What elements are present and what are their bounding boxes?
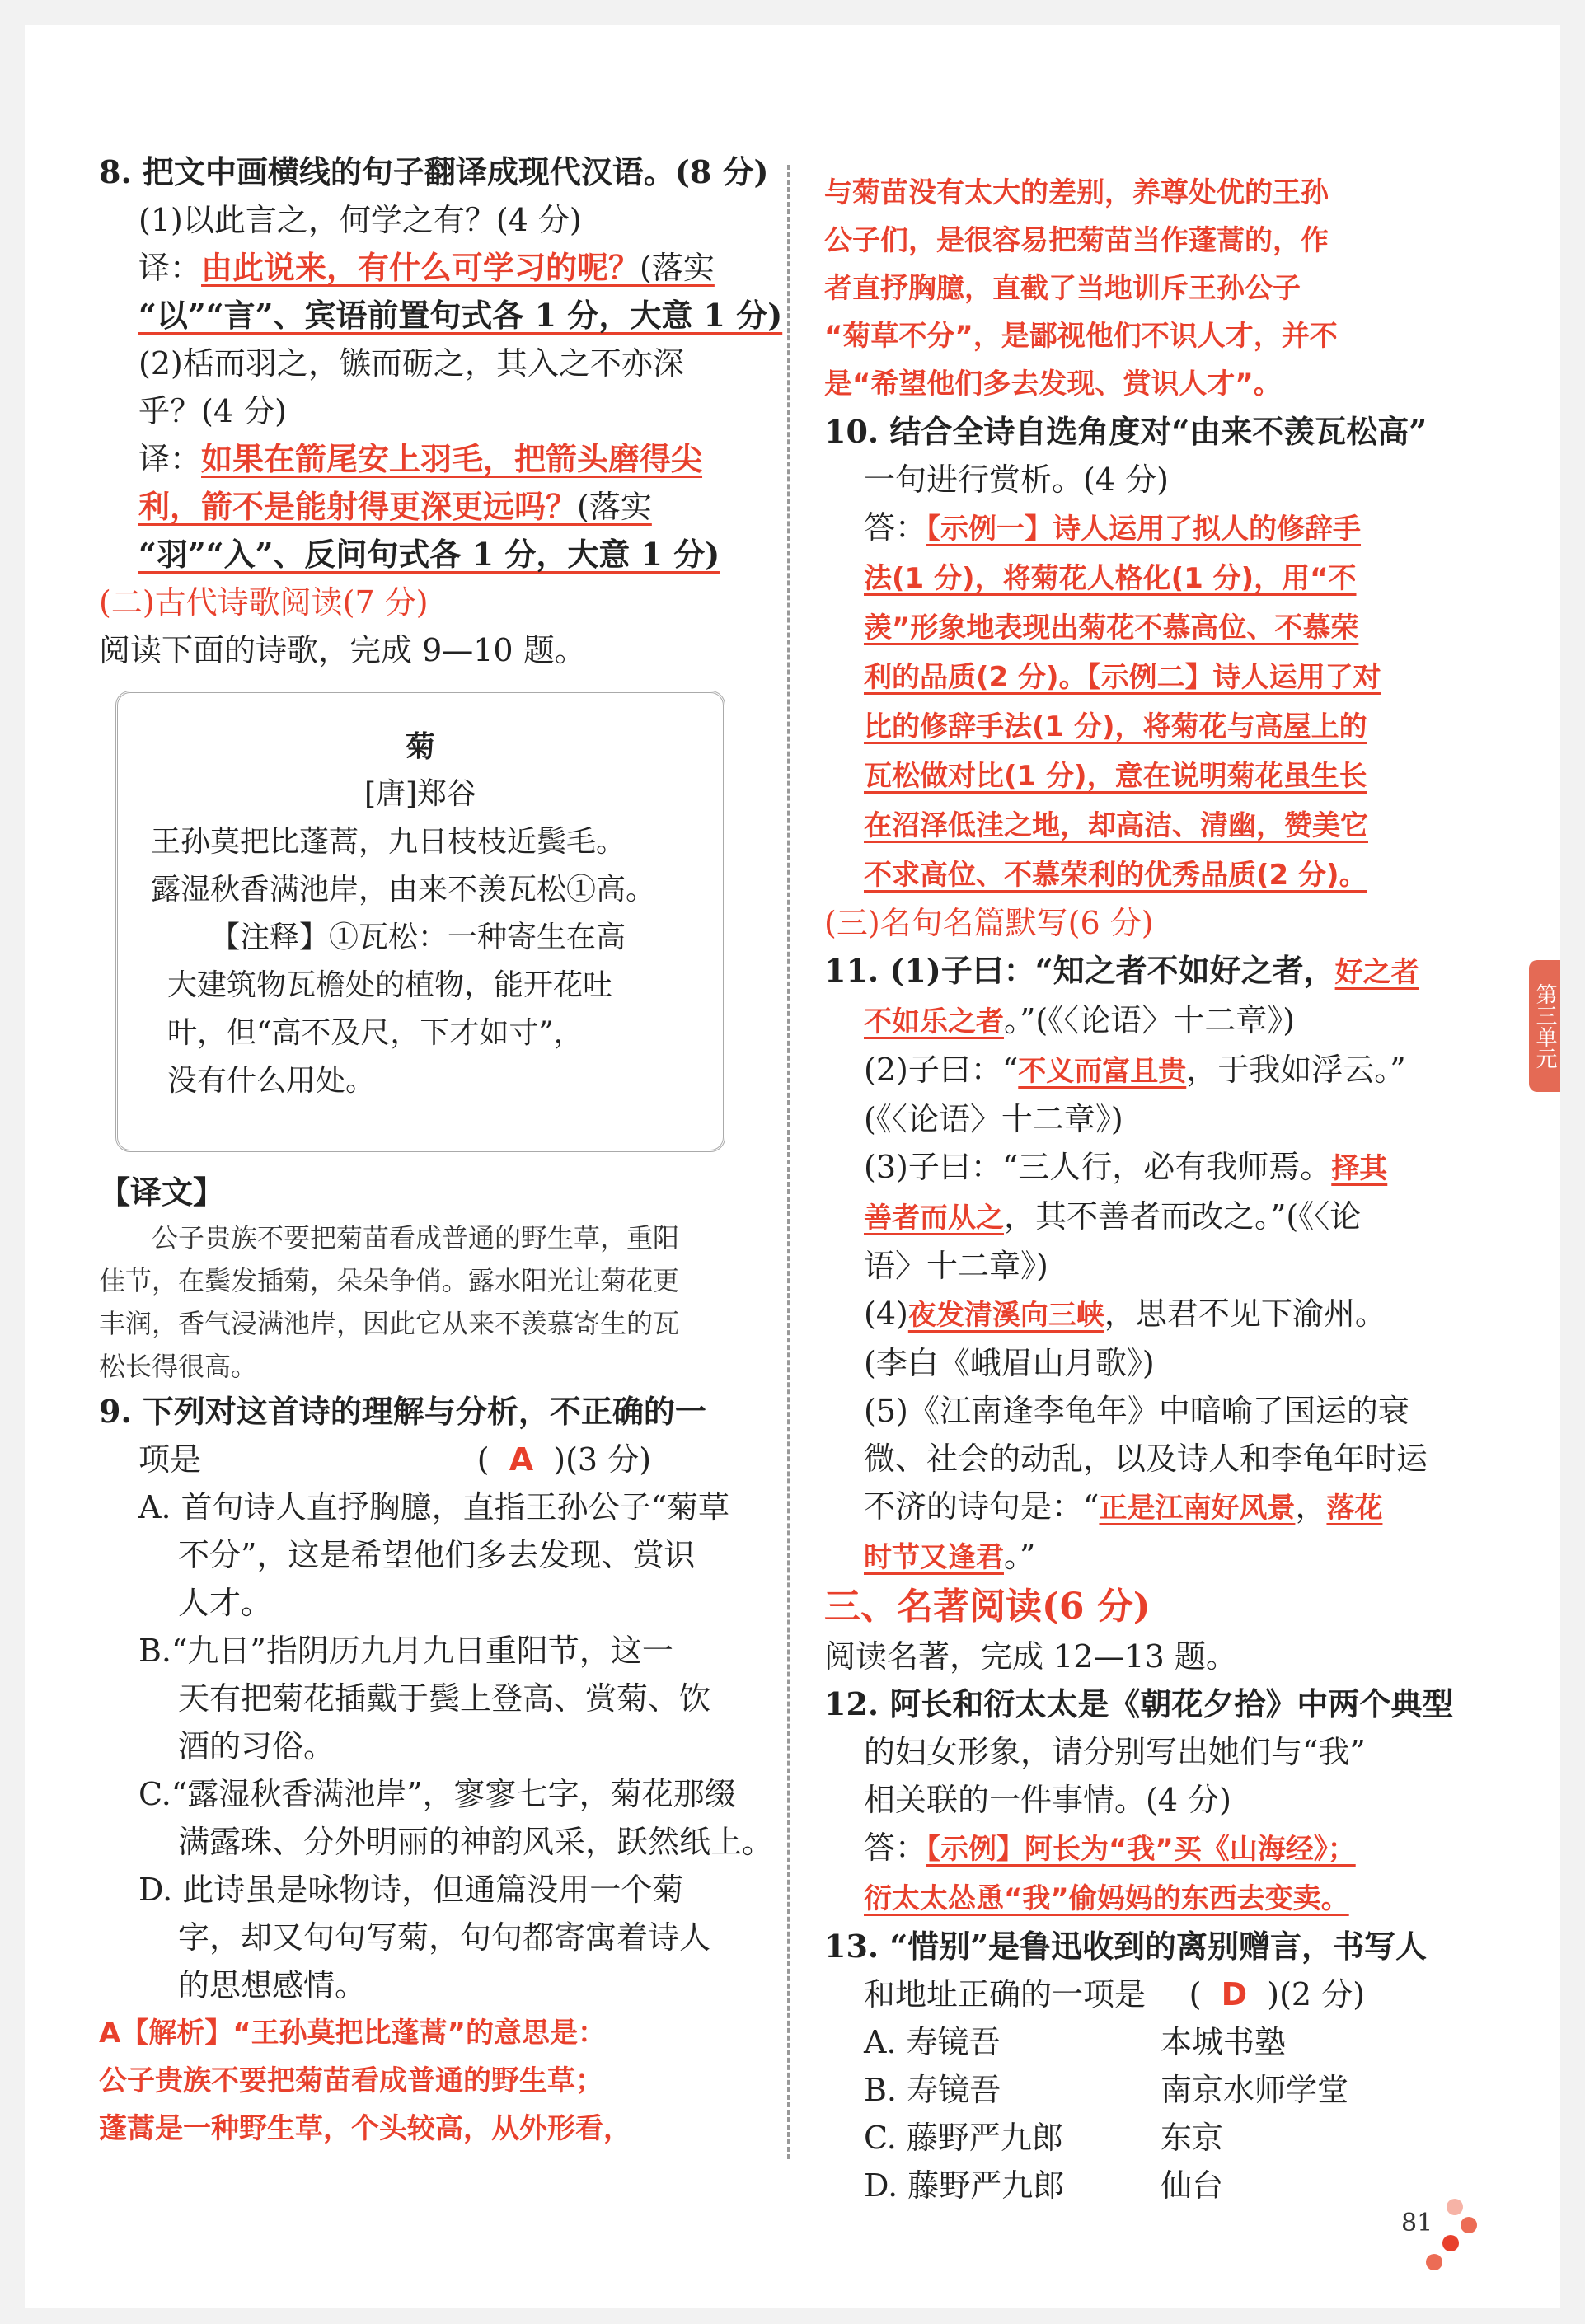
q8-part2-answer-line1: 译：如果在箭尾安上羽毛，把箭头磨得尖: [138, 441, 703, 477]
poem-note-4: 没有什么用处。: [167, 1064, 376, 1098]
hexagon-decoration-icon: [1442, 2235, 1459, 2251]
q9-analysis-1: A【解析】“王孙莫把比蓬蒿”的意思是：: [99, 2017, 607, 2050]
q9-option-a-1: A. 首句诗人直抒胸臆，直指王孙公子“菊草: [138, 1489, 730, 1525]
q12-stem-3: 相关联的一件事情。(4 分): [864, 1782, 1231, 1818]
q9-answer: A: [509, 1441, 534, 1478]
q13-option-d: D. 藤野严九郎 仙台: [864, 2167, 1224, 2204]
poem-note-2: 大建筑物瓦檐处的植物，能开花吐: [167, 968, 613, 1002]
q11-part5-line2: 微、社会的动乱，以及诗人和李龟年时运: [864, 1441, 1428, 1477]
q9-analysis-6: 者直抒胸臆，直截了当地训斥王孙公子: [824, 272, 1301, 305]
q9-analysis-7: “菊草不分”，是鄙视他们不识人才，并不: [824, 320, 1338, 353]
q13-stem-1: 13. “惜别”是鲁迅收到的离别赠言，书写人: [824, 1928, 1428, 1965]
q11-part5-line1: (5)《江南逢李龟年》中暗喻了国运的衰: [864, 1393, 1409, 1429]
q11-part2-line2: (《〈论语〉十二章》): [864, 1101, 1123, 1137]
right-column: [824, 169, 1475, 2209]
q9-analysis-3: 蓬蒿是一种野生草，个头较高，从外形看，: [99, 2112, 631, 2145]
q12-stem-1: 12. 阿长和衍太太是《朝花夕拾》中两个典型: [824, 1685, 1454, 1722]
q9-option-b-3: 酒的习俗。: [178, 1728, 335, 1764]
q9-option-d-3: 的思想感情。: [178, 1967, 367, 2003]
q8-part1-note: “以”“言”、宾语前置句式各 1 分，大意 1 分): [138, 297, 783, 334]
q10-answer-2: 法(1 分)，将菊花人格化(1 分)，用“不: [864, 562, 1357, 595]
q11-part5-line3: 不济的诗句是：“正是江南好风景，落花: [864, 1488, 1383, 1525]
q10-answer-3: 羡”形象地表现出菊花不慕高位、不慕荣: [864, 611, 1359, 644]
translation-line-4: 松长得很高。: [99, 1351, 258, 1382]
q8-part2-line1: (2)栝而羽之，镞而砺之，其入之不亦深: [138, 345, 684, 382]
q13-option-c: C. 藤野严九郎 东京: [864, 2120, 1224, 2156]
poem-note-3: 叶，但“高不及尺，下才如寸”，: [167, 1016, 584, 1050]
q9-option-c-2: 满露珠、分外明丽的神韵风采，跃然纸上。: [178, 1824, 774, 1860]
q10-answer-4: 利的品质(2 分)。【示例二】诗人运用了对: [864, 661, 1381, 694]
q11-part4-line2: (李白《峨眉山月歌》): [864, 1345, 1155, 1381]
q9-option-d-1: D. 此诗虽是咏物诗，但通篇没用一个菊: [138, 1872, 684, 1908]
hexagon-decoration-icon: [1426, 2254, 1442, 2270]
section-heading-poetry: (二)古代诗歌阅读(7 分): [99, 584, 429, 621]
q13-answer: D: [1221, 1976, 1248, 2012]
translation-line-2: 佳节，在鬓发插菊，朵朵争俏。露水阳光让菊花更: [99, 1265, 680, 1296]
q10-answer-5: 比的修辞手法(1 分)，将菊花与高屋上的: [864, 710, 1367, 743]
q11-part3-line2: 善者而从之，其不善者而改之。”(《〈论: [864, 1198, 1362, 1235]
q9-option-d-2: 字，却又句句写菊，句句都寄寓着诗人: [178, 1919, 711, 1956]
q10-stem-2: 一句进行赏析。(4 分): [864, 462, 1169, 498]
page-number: 81: [1401, 2209, 1433, 2237]
poem-box: [115, 691, 725, 1152]
q9-option-b-1: B.“九日”指阴历九月九日重阳节，这一: [138, 1633, 673, 1669]
q9-option-b-2: 天有把菊花插戴于鬓上登高、赏菊、饮: [178, 1680, 711, 1717]
translation-line-1: 公子贵族不要把菊苗看成普通的野生草，重阳: [152, 1222, 680, 1253]
hexagon-decoration-icon: [1447, 2199, 1463, 2215]
q12-answer-1: 答：【示例】阿长为“我”买《山海经》；: [864, 1830, 1356, 1866]
left-column: [99, 148, 783, 2153]
q8-part2-line2: 乎？(4 分): [138, 393, 287, 429]
q9-option-c-1: C.“露湿秋香满池岸”，寥寥七字，菊花那缀: [138, 1776, 736, 1812]
q11-part2-line1: (2)子曰：“不义而富且贵，于我如浮云。”: [864, 1052, 1406, 1088]
q10-answer-8: 不求高位、不慕荣利的优秀品质(2 分)。: [864, 859, 1367, 892]
q11-part3-line1: (3)子曰：“三人行，必有我师焉。择其: [864, 1149, 1388, 1185]
q9-analysis-8: 是“希望他们多去发现、赏识人才”。: [824, 368, 1282, 401]
section-heading-famous-works: 三、名著阅读(6 分): [824, 1586, 1151, 1628]
q11-part5-line4: 时节又逢君。”: [864, 1538, 1036, 1574]
q13-option-a: A. 寿镜吾 本城书塾: [864, 2024, 1287, 2060]
q9-stem-1: 9. 下列对这首诗的理解与分析，不正确的一: [99, 1393, 706, 1430]
q10-answer-7: 在沼泽低洼之地，却高洁、清幽，赞美它: [864, 809, 1368, 842]
q9-analysis-2: 公子贵族不要把菊苗看成普通的野生草；: [99, 2064, 603, 2097]
q9-option-a-3: 人才。: [178, 1585, 273, 1621]
q9-stem-2: 项是 ( A )(3 分): [138, 1441, 652, 1478]
poem-author: [唐]郑谷: [363, 777, 477, 811]
q12-stem-2: 的妇女形象，请分别写出她们与“我”: [864, 1734, 1366, 1770]
q12-answer-2: 衍太太怂恿“我”偷妈妈的东西去变卖。: [864, 1882, 1349, 1915]
q8-part1-answer: 译：由此说来，有什么可学习的呢？(落实: [138, 250, 715, 286]
q11-part3-line3: 语〉十二章》): [864, 1248, 1048, 1284]
q11-part1-line1: 11. (1)子曰：“知之者不如好之者，好之者: [824, 952, 1419, 989]
q8-title: 8. 把文中画横线的句子翻译成现代汉语。(8 分): [99, 153, 769, 190]
poem-line-2: 露湿秋香满池岸，由来不羡瓦松①高。: [151, 873, 656, 907]
poem-title: 菊: [405, 729, 435, 764]
q13-option-b: B. 寿镜吾 南京水师学堂: [864, 2072, 1349, 2108]
q10-answer-6: 瓦松做对比(1 分)，意在说明菊花虽生长: [864, 760, 1367, 793]
q11-part1-line2: 不如乐之者。”(《〈论语〉十二章》): [864, 1002, 1296, 1038]
poem-line-1: 王孙莫把比蓬蒿，九日枝枝近鬓毛。: [151, 825, 626, 859]
column-divider: [787, 165, 790, 2159]
q11-part4-line1: (4)夜发清溪向三峡，思君不见下渝州。: [864, 1296, 1386, 1332]
q13-stem-2: 和地址正确的一项是 ( D )(2 分): [864, 1976, 1366, 2012]
q10-stem-1: 10. 结合全诗自选角度对“由来不羡瓦松高”: [824, 413, 1428, 450]
unit-side-tab: 第三单元: [1529, 960, 1560, 1092]
translation-line-3: 丰润，香气浸满池岸，因此它从来不羡慕寄生的瓦: [99, 1308, 680, 1339]
translation-heading: 【译文】: [99, 1174, 225, 1211]
section-heading-dictation: (三)名句名篇默写(6 分): [824, 905, 1154, 941]
section-instruction-famous-works: 阅读名著，完成 12—13 题。: [824, 1638, 1237, 1675]
q9-analysis-4: 与菊苗没有太大的差别，养尊处优的王孙: [824, 176, 1329, 209]
section-instruction-poetry: 阅读下面的诗歌，完成 9—10 题。: [99, 632, 586, 668]
q10-answer-1: 答：【示例一】诗人运用了拟人的修辞手: [864, 509, 1362, 546]
q8-part2-note: “羽”“入”、反问句式各 1 分，大意 1 分): [138, 536, 720, 573]
q9-option-a-2: 不分”，这是希望他们多去发现、赏识: [178, 1537, 696, 1573]
hexagon-decoration-icon: [1461, 2217, 1477, 2233]
q8-part1: (1)以此言之，何学之有？(4 分): [138, 202, 582, 238]
poem-note-1: 【注释】①瓦松：一种寄生在高: [210, 921, 626, 954]
q9-analysis-5: 公子们，是很容易把菊苗当作蓬蒿的，作: [824, 224, 1329, 257]
q8-part2-answer-line2: 利，箭不是能射得更深更远吗？(落实: [138, 489, 652, 525]
